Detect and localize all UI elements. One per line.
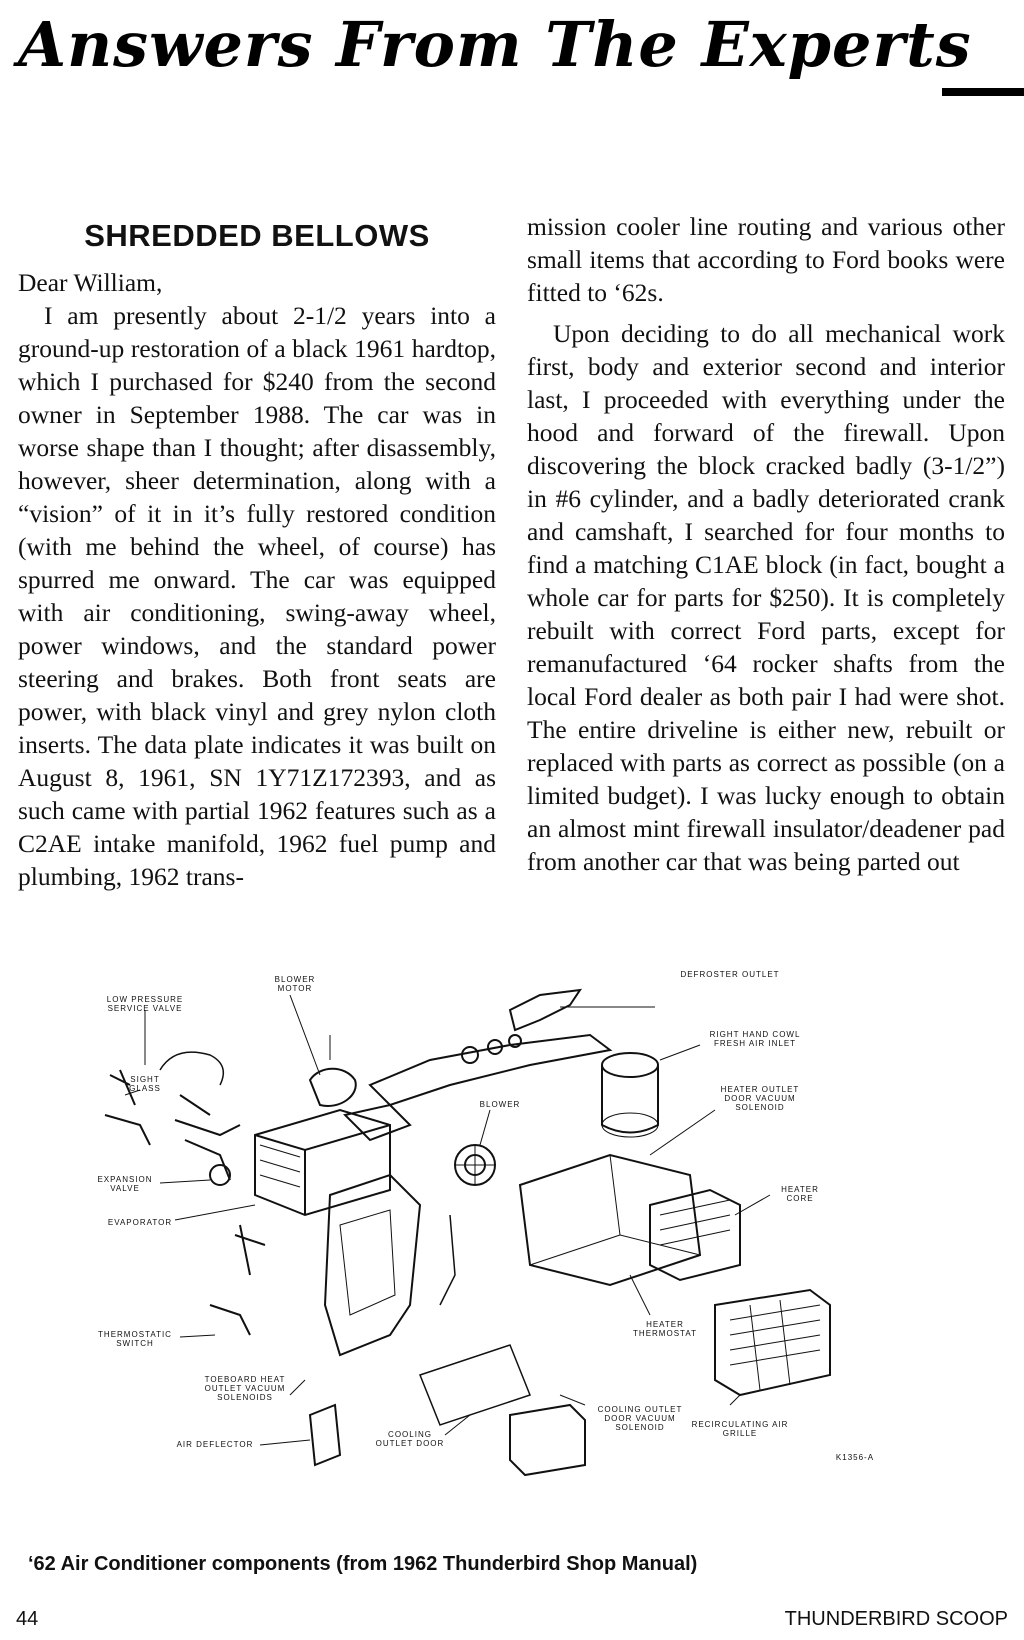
label-blower: BLOWER [479, 1100, 521, 1109]
page-footer [16, 1608, 1008, 1636]
masthead-title: Answers From The Experts [18, 8, 972, 81]
evaporator-part [255, 1110, 390, 1215]
cooling-outlet-door-part [510, 1405, 585, 1475]
label-low-pressure-service-valve: LOW PRESSURE SERVICE VALVE [106, 995, 184, 1013]
defroster-outlet-part [510, 990, 580, 1030]
label-evaporator: EVAPORATOR [107, 1218, 173, 1227]
article-headline: SHREDDED BELLOWS [84, 218, 430, 253]
letter-salutation: Dear William, [18, 268, 163, 297]
letter-paragraph: mission cooler line routing and various other small items that according to Ford books were fitted to ‘62s. [527, 212, 1005, 307]
masthead-rule [942, 88, 1024, 96]
cowl-inlet-part [602, 1053, 658, 1077]
article-column-right [527, 210, 1005, 878]
letter-paragraph: I am presently about 2-1/2 years into a ground-up restoration of a black 1961 hardtop, which I purchased for $240 from the second owner in September 1988. The car was in worse shape than I thought; after disassembly, however, sheer determination, along with a “vision” of it in it’s fully restored condition (with me behind the wheel, of course) has spurred me onward. The car was equipped with air conditioning, swing-away wheel, power windows, and the standard power steering and brakes. Both front seats are power, with black vinyl and grey nylon cloth inserts. The data plate indicates it was built on August 8, 1961, SN 1Y71Z172393, and as such came with partial 1962 features such as a C2AE intake manifold, 1962 fuel pump and plumbing, 1962 trans- [18, 301, 496, 891]
label-defroster-outlet: DEFROSTER OUTLET [680, 970, 780, 979]
label-drawing-code: K1356-A [835, 1453, 875, 1462]
ac-components-diagram [90, 970, 920, 1540]
air-deflector-part [310, 1405, 340, 1465]
label-air-deflector: AIR DEFLECTOR [176, 1440, 254, 1449]
plenum-part [325, 1175, 420, 1355]
label-thermostatic-switch: THERMOSTATIC SWITCH [98, 1330, 172, 1348]
duct-part [370, 1035, 610, 1105]
label-blower-motor: BLOWER MOTOR [274, 975, 316, 993]
masthead [18, 8, 1018, 98]
letter-paragraph: Upon deciding to do all mechanical work first, body and exterior second and interior last, I proceeded with everything under the hood and forward of the firewall. Upon discovering the block cracked badly (3-1/2”) in #6 cylinder, and a badly deteriorated crank and camshaft, I searched for four months to find a matching C1AE block (in fact, bought a whole car for parts for $250). It is completely rebuilt with correct Ford parts, except for remanufactured ‘64 rocker shafts from the local Ford dealer as both pair I had were shot. The entire driveline is either new, rebuilt or replaced with parts as correct as possible (on a limited budget). I was lucky enough to obtain an almost mint firewall insulator/deadener pad from another car that was being parted out [527, 319, 1005, 876]
label-heater-thermostat: HEATER THERMOSTAT [633, 1320, 697, 1338]
label-cooling-outlet-solenoid: COOLING OUTLET DOOR VACUUM SOLENOID [597, 1405, 683, 1432]
label-toeboard-solenoids: TOEBOARD HEAT OUTLET VACUUM SOLENOIDS [204, 1375, 286, 1402]
label-recirculating-grille: RECIRCULATING AIR GRILLE [691, 1420, 789, 1438]
article-column-left [18, 210, 496, 893]
heater-assembly-part [520, 1155, 700, 1285]
label-heater-core: HEATER CORE [781, 1185, 819, 1203]
label-heater-outlet-solenoid: HEATER OUTLET DOOR VACUUM SOLENOID [720, 1085, 800, 1112]
label-expansion-valve: EXPANSION VALVE [97, 1175, 153, 1193]
label-right-hand-cowl: RIGHT HAND COWL FRESH AIR INLET [709, 1030, 801, 1048]
exploded-view-drawing [90, 975, 920, 1540]
publication-name: THUNDERBIRD SCOOP [784, 1608, 1008, 1630]
page-number: 44 [16, 1608, 39, 1630]
label-cooling-outlet-door: COOLING OUTLET DOOR [375, 1430, 445, 1448]
figure-caption: ‘62 Air Conditioner components (from 1962 Thunderbird Shop Manual) [28, 1553, 698, 1575]
blower-motor-part [310, 1069, 356, 1106]
label-sight-glass: SIGHT GLASS [129, 1075, 161, 1093]
